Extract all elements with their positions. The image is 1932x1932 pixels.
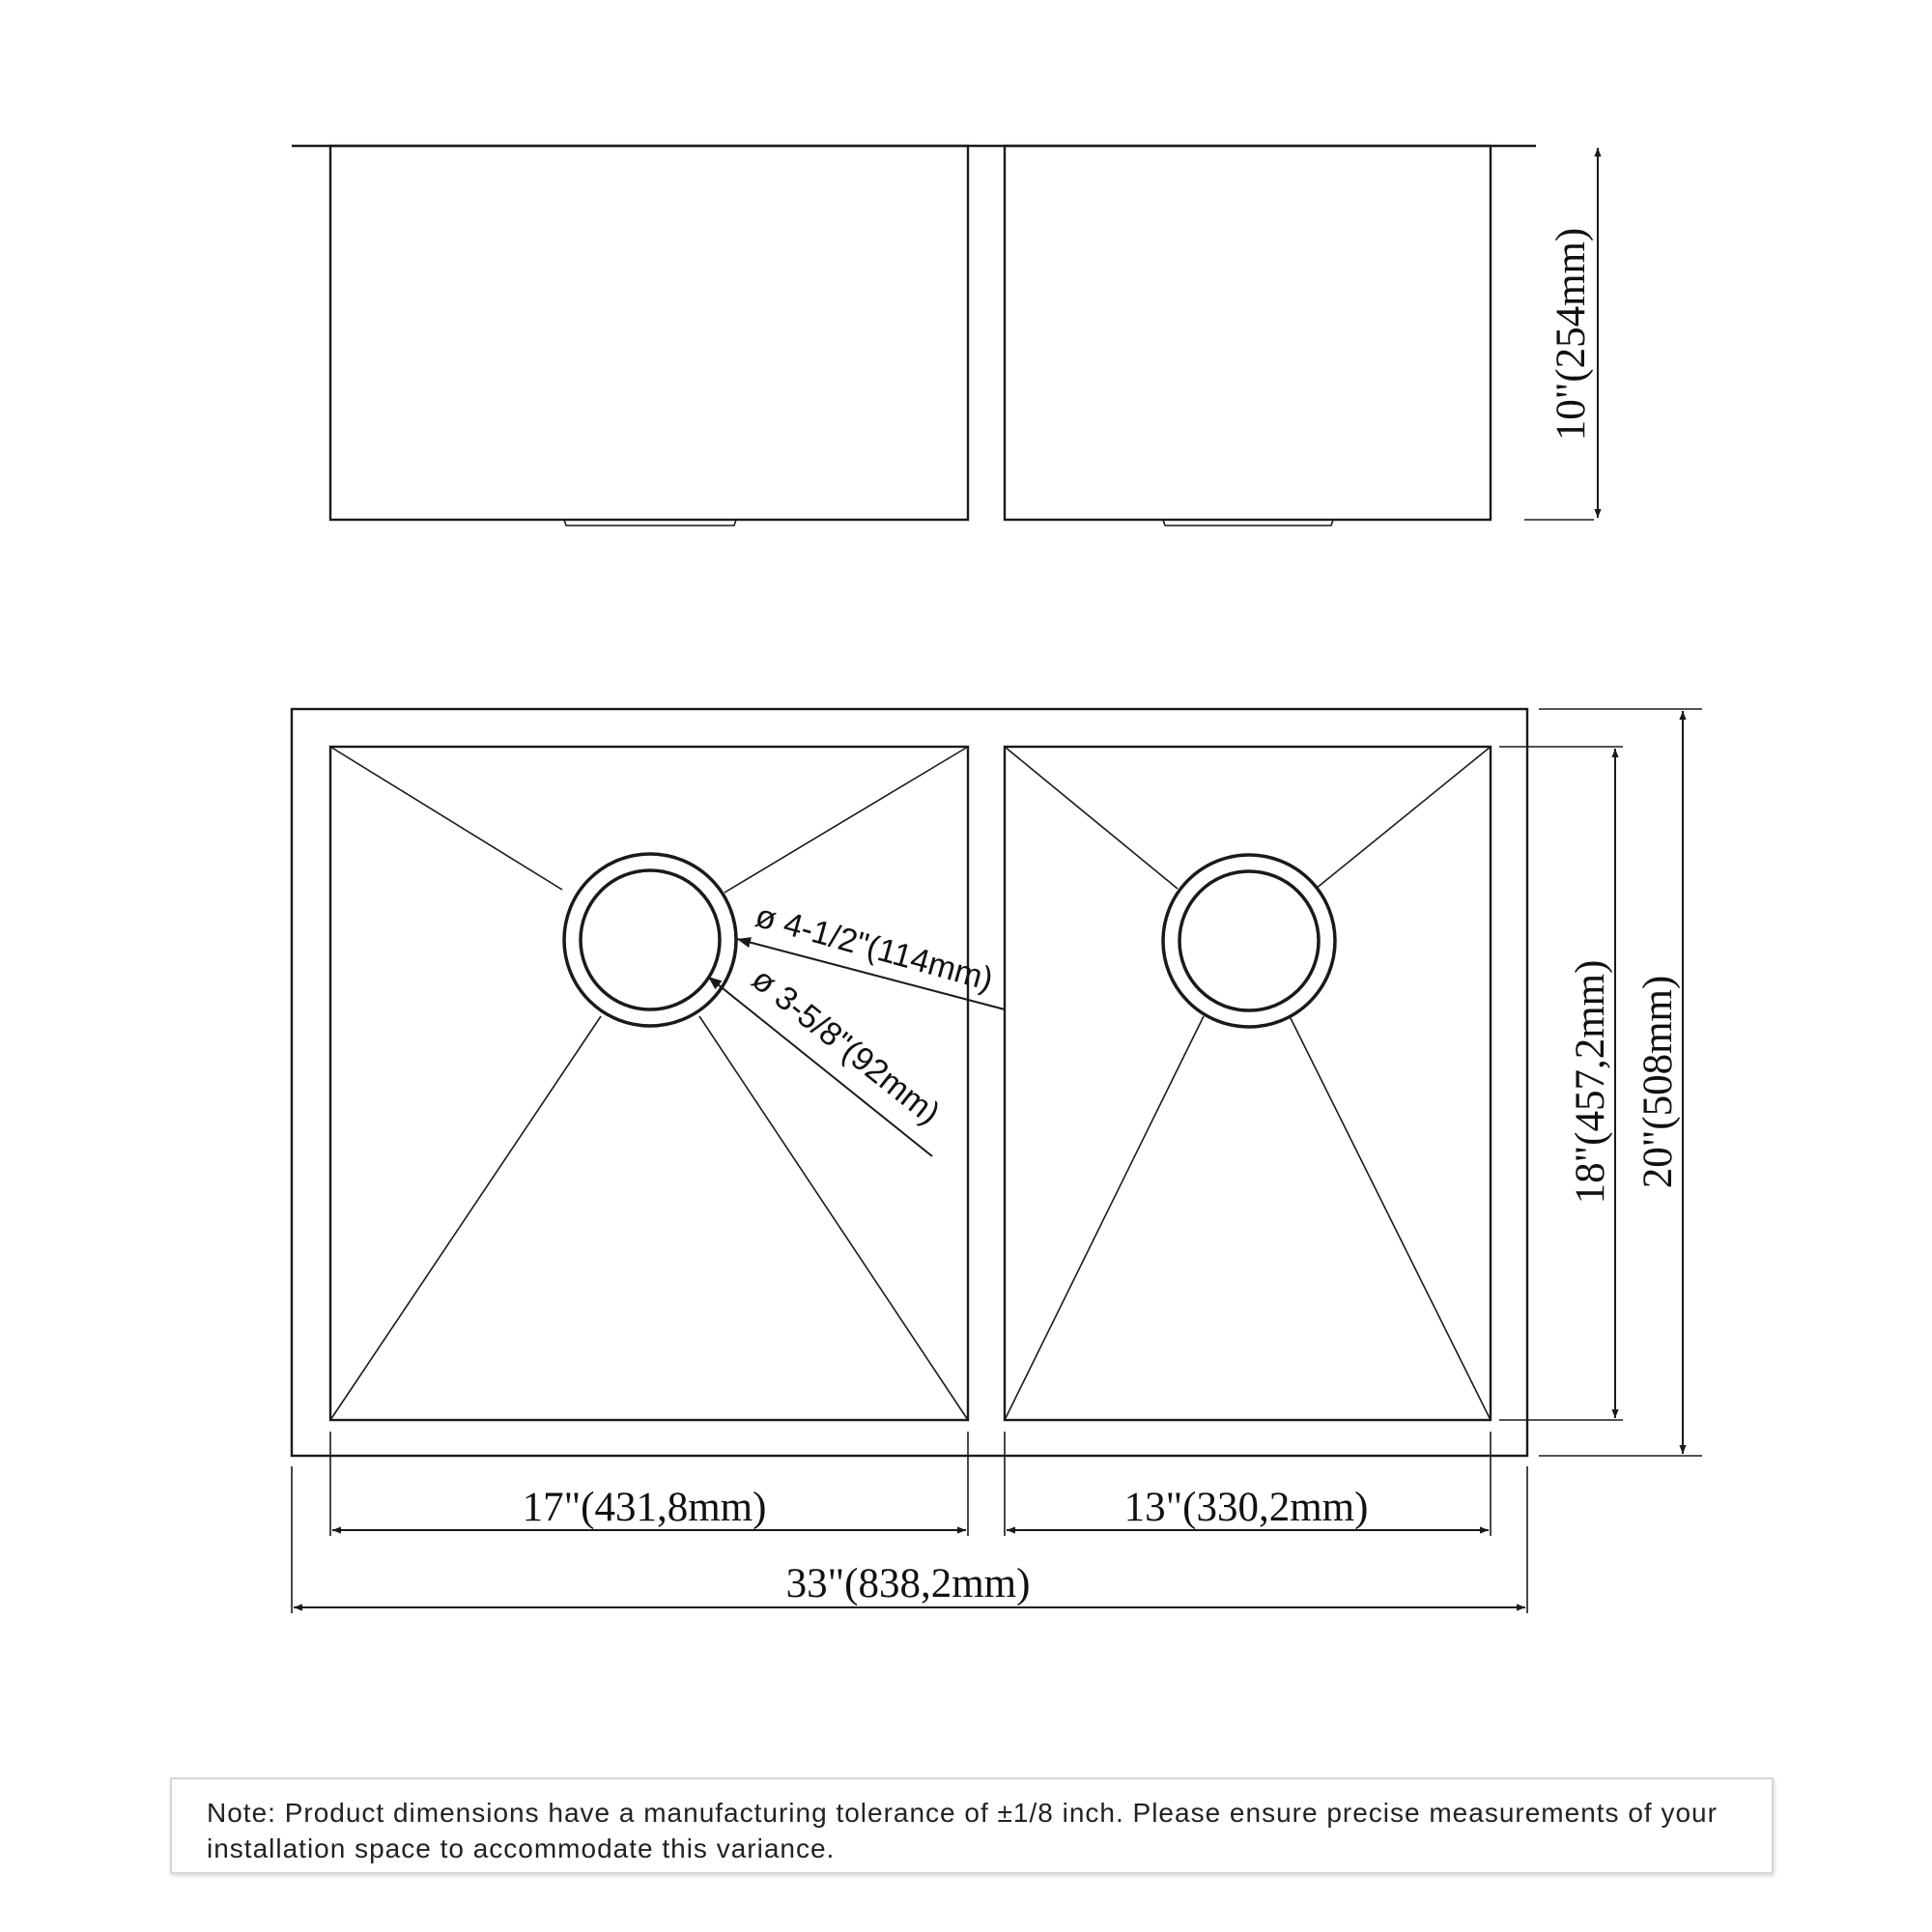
right-bowl-outline — [1005, 747, 1491, 1420]
left-drain-opening — [581, 870, 720, 1009]
left-bowl-slope-line — [330, 1016, 601, 1420]
left-bowl-slope-line — [724, 747, 968, 893]
right-bowl-slope-line — [1005, 747, 1178, 889]
overall-width-label: 33"(838,2mm) — [785, 1561, 1031, 1606]
left-drain-flange — [564, 854, 736, 1026]
height-dimension-label: 10"(254mm) — [1548, 227, 1594, 441]
left-bowl-width-label: 17"(431,8mm) — [522, 1485, 767, 1530]
right-bowl-slope-line — [1005, 1016, 1204, 1420]
right-bowl-elevation — [1005, 146, 1491, 520]
top-plan-view — [292, 709, 1702, 1613]
bowl-length-label: 18"(457,2mm) — [1568, 959, 1613, 1205]
front-elevation-view — [292, 146, 1598, 526]
overall-length-label: 20"(508mm) — [1635, 975, 1681, 1189]
right-drain-opening — [1179, 871, 1319, 1010]
right-bowl-slope-line — [1290, 1016, 1491, 1420]
left-bowl-elevation — [330, 146, 968, 520]
right-drain-flange — [1163, 855, 1335, 1027]
flange-diameter-label: ø 4-1/2"(114mm) — [751, 897, 998, 999]
left-bowl-slope-line — [330, 747, 562, 890]
tolerance-note — [170, 1777, 1774, 1874]
right-bowl-width-label: 13"(330,2mm) — [1123, 1485, 1369, 1530]
right-bowl-plan — [1005, 747, 1491, 1420]
right-bowl-slope-line — [1316, 747, 1491, 889]
tolerance-note-text: Note: Product dimensions have a manufacturing tolerance of ±1/8 inch. Please ensure precise measurements of your installation space to accommodate this variance. — [207, 1798, 1718, 1863]
drain-diameter-label: ø 3-5/8"(92mm) — [745, 960, 948, 1132]
